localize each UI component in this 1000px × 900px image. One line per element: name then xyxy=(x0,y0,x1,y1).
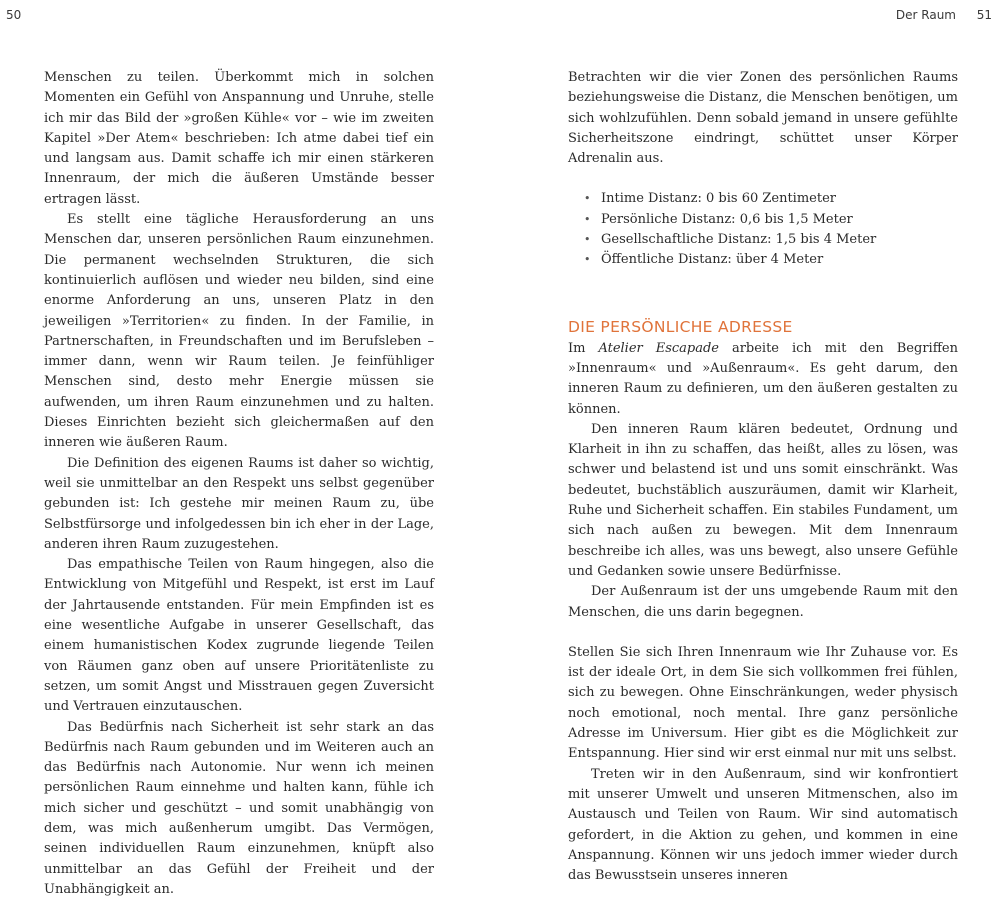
left-page-body xyxy=(44,68,434,900)
paragraph: Es stellt eine tägliche Herausforderung an uns Menschen dar, unseren persönlichen Raum einzunehmen. Die permanent wechselnden Strukturen, die sich kontinuierlich auflösen und wieder neu bilden, sind eine enorme Anforderung an uns, unseren Platz in den jeweiligen »Territorien« zu finden. In der Familie, in Partnerschaften, in Freundschaften und im Berufsleben – immer dann, wenn wir Raum teilen. Je feinfühliger Menschen sind, desto mehr Energie müssen sie aufwenden, um ihren Raum einzunehmen und zu halten. Dieses Einrichten bezieht sich gleichermaßen auf den inneren wie äußeren Raum. xyxy=(44,210,434,454)
atelier-name: Atelier Escapade xyxy=(598,341,719,356)
text-run: arbeite ich mit den Begriffen »Innenraum« und »Außenraum«. Es geht darum, den inneren Raum zu definieren, um den äußeren gestalten zu können. xyxy=(568,341,958,417)
paragraph: Der Außenraum ist der uns umgebende Raum mit den Menschen, die uns darin begegnen. xyxy=(568,582,958,623)
list-item: • Öffentliche Distanz: über 4 Meter xyxy=(568,250,958,270)
paragraph: Den inneren Raum klären bedeutet, Ordnung und Klarheit in ihn zu schaffen, das heißt, alles zu lösen, was schwer und belastend ist und uns somit einschränkt. Was bedeutet, buchstäblich auszuräumen, damit wir Klarheit, Ruhe und Sicherheit schaffen. Ein stabiles Fundament, um sich nach außen zu bewegen. Mit dem Innenraum beschreibe ich alles, was uns bewegt, also unsere Gefühle und Gedanken sowie unsere Bedürfnisse. xyxy=(568,420,958,582)
intro-paragraph: Betrachten wir die vier Zonen des persönlichen Raums beziehungsweise die Distanz, die Menschen benötigen, um sich wohlzufühlen. Denn sobald jemand in unsere gefühlte Sicherheitszone eindringt, schüttet unser Körper Adrenalin aus. xyxy=(568,68,958,169)
paragraph: Die Definition des eigenen Raums ist daher so wichtig, weil sie unmittelbar an den Respekt uns selbst gegenüber gebunden ist: Ich gestehe mir meinen Raum zu, übe Selbstfürsorge und infolgedessen bin ich eher in der Lage, anderen ihren Raum zuzugestehen. xyxy=(44,454,434,555)
paragraph: Menschen zu teilen. Überkommt mich in solchen Momenten ein Gefühl von Anspannung und Unruhe, stelle ich mir das Bild der »großen Kühle« vor – wie im zweiten Kapitel »Der Atem« beschrieben: Ich atme dabei tief ein und langsam aus. Damit schaffe ich mir einen stärkeren Innenraum, der mich die äußeren Umstände besser ertragen lässt. xyxy=(44,68,434,210)
distance-zones-list xyxy=(568,189,958,270)
section-heading: DIE PERSÖNLICHE ADRESSE xyxy=(568,317,958,337)
paragraph: Das Bedürfnis nach Sicherheit ist sehr stark an das Bedürfnis nach Raum gebunden und im Weiteren auch an das Bedürfnis nach Autonomie. Nur wenn ich meinen persönlichen Raum einnehme und halten kann, fühle ich mich sicher und geschützt – und somit unabhängig von dem, was mich außenherum umgibt. Das Vermögen, seinen individuellen Raum einzunehmen, knüpft also unmittelbar an das Gefühl der Freiheit und der Unabhängigkeit an. xyxy=(44,718,434,900)
list-item: • Intime Distanz: 0 bis 60 Zentimeter xyxy=(568,189,958,209)
right-page-body xyxy=(568,68,958,886)
list-item: • Gesellschaftliche Distanz: 1,5 bis 4 Meter xyxy=(568,230,958,250)
paragraph: Das empathische Teilen von Raum hingegen, also die Entwicklung von Mitgefühl und Respekt, ist erst im Lauf der Jahrtausende entstanden. Für mein Empfinden ist es eine wesentliche Aufgabe in unserer Gesellschaft, das einem humanistischen Kodex zugrunde liegende Teilen von Räumen ganz oben auf unsere Prioritätenliste zu setzen, um somit Angst und Misstrauen gegen Zuversicht und Vertrauen einzutauschen. xyxy=(44,555,434,717)
right-page-number: 51 xyxy=(977,8,992,22)
section-gap xyxy=(568,623,958,643)
paragraph: Treten wir in den Außenraum, sind wir konfrontiert mit unserer Umwelt und unseren Mitmenschen, also im Austausch und Teilen von Raum. Wir sind automatisch gefordert, in die Aktion zu gehen, und kommen in eine Anspannung. Können wir uns jedoch immer wieder durch das Bewusstsein unseres inneren xyxy=(568,765,958,887)
text-run: Im xyxy=(568,341,598,356)
list-item: • Persönliche Distanz: 0,6 bis 1,5 Meter xyxy=(568,210,958,230)
left-page-number: 50 xyxy=(6,8,21,22)
paragraph: Stellen Sie sich Ihren Innenraum wie Ihr Zuhause vor. Es ist der ideale Ort, in dem Sie sich vollkommen frei fühlen, sich zu bewegen. Ohne Einschränkungen, weder physisch noch emotional, noch mental. Ihre ganz persönliche Adresse im Universum. Hier gibt es die Möglichkeit zur Entspannung. Hier sind wir erst einmal nur mit uns selbst. xyxy=(568,643,958,765)
running-head: Der Raum xyxy=(896,8,956,22)
section-first-paragraph xyxy=(568,339,958,420)
